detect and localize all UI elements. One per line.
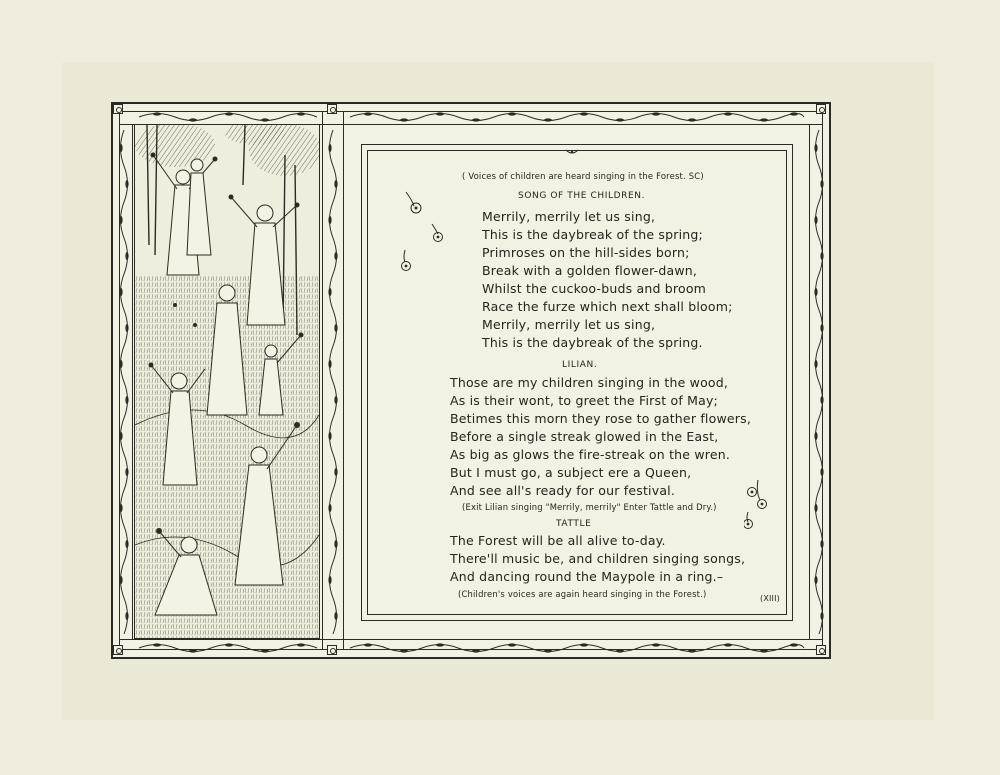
forest-children-illustration: [134, 124, 320, 639]
corner-ornament: [816, 645, 826, 655]
blossom-icon: [397, 248, 417, 274]
corner-ornament: [816, 104, 826, 114]
corner-ornament: [327, 104, 337, 114]
lilian-heading: LILIAN.: [562, 360, 598, 370]
lilian-line: Betimes this morn they rose to gather flowers,: [450, 411, 751, 426]
vine-border-left: [117, 128, 131, 636]
blossom-icon: [428, 222, 448, 246]
divider-line-right: [343, 111, 344, 650]
folio-number: (XIII): [760, 594, 781, 603]
tattle-heading: TATTLE: [556, 519, 592, 529]
stage-direction-end: (Children's voices are again heard singing in the Forest.): [458, 589, 707, 599]
right-band-line: [809, 124, 810, 639]
lilian-line: As big as glows the fire-streak on the wren.: [450, 447, 731, 462]
song-line: Merrily, merrily let us sing,: [482, 209, 656, 224]
lilian-line: But I must go, a subject ere a Queen,: [450, 465, 692, 480]
lilian-line: Those are my children singing in the wood,: [450, 375, 729, 390]
lilian-line: And see all's ready for our festival.: [450, 483, 676, 498]
song-line: Primroses on the hill-sides born;: [482, 245, 690, 260]
vine-border-bottom-left: [137, 641, 319, 655]
lilian-line: Before a single streak glowed in the East,: [450, 429, 719, 444]
song-line: This is the daybreak of the spring;: [482, 227, 703, 242]
vine-border-bottom: [348, 641, 806, 655]
divider-line-left: [322, 111, 323, 650]
song-line: Race the furze which next shall bloom;: [482, 299, 733, 314]
left-band-line: [132, 124, 133, 639]
corner-ornament: [113, 104, 123, 114]
vine-border-top-left: [137, 110, 319, 124]
vine-border-right: [812, 128, 826, 636]
song-line: Merrily, merrily let us sing,: [482, 317, 656, 332]
corner-ornament: [113, 645, 123, 655]
tattle-line: And dancing round the Maypole in a ring.–: [450, 569, 724, 584]
top-ornament-icon: [564, 148, 580, 156]
blossom-icon: [744, 478, 772, 534]
corner-ornament: [327, 645, 337, 655]
tattle-line: The Forest will be all alive to-day.: [450, 533, 666, 548]
song-line: Break with a golden flower-dawn,: [482, 263, 698, 278]
stage-direction-top: ( Voices of children are heard singing in the Forest. SC): [462, 171, 704, 181]
vine-border-top: [348, 110, 806, 124]
blossom-icon: [402, 190, 426, 218]
song-heading: SONG OF THE CHILDREN.: [518, 191, 646, 201]
song-line: This is the daybreak of the spring.: [482, 335, 703, 350]
tattle-line: There'll music be, and children singing songs,: [450, 551, 746, 566]
song-line: Whilst the cuckoo-buds and broom: [482, 281, 707, 296]
bottom-band-line: [119, 639, 823, 640]
lilian-line: As is their wont, to greet the First of May;: [450, 393, 718, 408]
stage-direction-exit: (Exit Lilian singing "Merrily, merrily" Enter Tattle and Dry.): [462, 502, 717, 512]
vine-border-middle: [326, 128, 340, 636]
